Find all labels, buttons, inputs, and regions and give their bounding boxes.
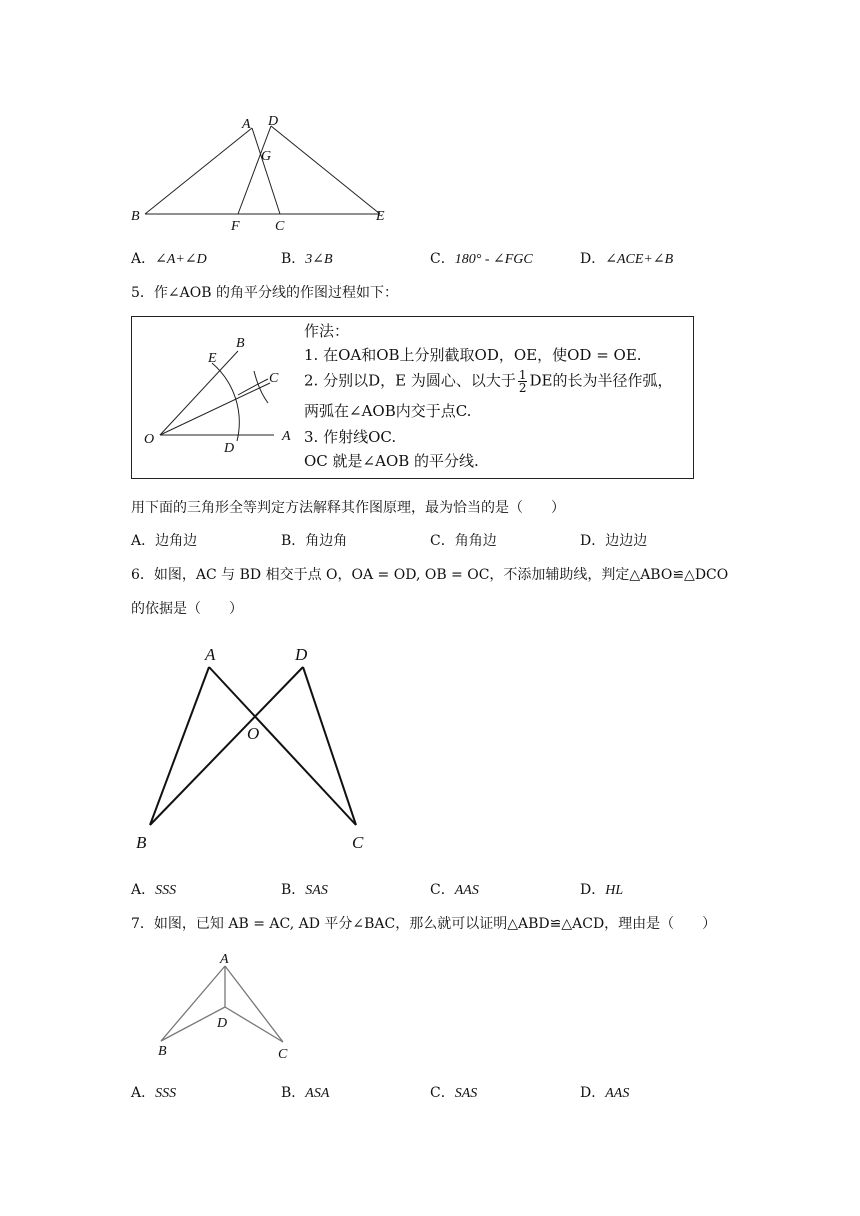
- q6-label-D: D: [295, 645, 308, 664]
- q7-option-c[interactable]: C．SAS: [430, 1085, 478, 1101]
- q5-step-1: 1. 在OA和OB上分别截取OD，OE，使OD = OE.: [304, 346, 642, 364]
- q4-segment-DE: [271, 126, 380, 214]
- q4-option-a[interactable]: A．∠A+∠D: [131, 251, 207, 267]
- q5-figure: [142, 327, 312, 467]
- q7-label-B: B: [158, 1044, 167, 1059]
- q7-segment-AC: [225, 966, 283, 1042]
- q6-label-A: A: [205, 645, 216, 664]
- q4-option-d[interactable]: D．∠ACE+∠B: [580, 251, 674, 267]
- q6-segment-AB: [150, 667, 209, 825]
- q7-segment-DB: [161, 1007, 228, 1041]
- q5-method-box: [131, 316, 694, 479]
- q5-ray-OC: [160, 383, 270, 435]
- q6-segment-DC: [303, 667, 356, 825]
- q5-question: 用下面的三角形全等判定方法解释其作图原理，最为恰当的是（ ）: [131, 500, 565, 516]
- q7-stem: 7．如图，已知 AB = AC, AD 平分∠BAC，那么就可以证明△ABD≌△ACD，理由是（ ）: [131, 916, 717, 932]
- q6-figure: [130, 640, 380, 860]
- q4-option-b[interactable]: B．3∠B: [281, 251, 333, 267]
- q6-option-b[interactable]: B．SAS: [281, 882, 328, 898]
- q5-label-E: E: [208, 351, 217, 366]
- q5-step-2-cont: 两弧在∠AOB内交于点C.: [304, 402, 472, 420]
- q5-step-3: 3. 作射线OC.: [304, 428, 397, 446]
- q7-label-C: C: [278, 1047, 288, 1062]
- q7-label-D: D: [217, 1016, 228, 1031]
- q7-figure: [150, 945, 300, 1065]
- q5-method-title: 作法：: [304, 322, 350, 340]
- q4-option-c[interactable]: C．180° - ∠FGC: [430, 251, 533, 267]
- q4-label-B: B: [131, 209, 140, 224]
- q4-label-D: D: [268, 114, 279, 129]
- q6-segment-AC: [209, 667, 356, 825]
- q5-fraction-half: $\frac{1}{2}$: [518, 368, 527, 395]
- q5-option-d[interactable]: D．边边边: [580, 533, 648, 549]
- q5-label-O: O: [144, 432, 155, 447]
- q5-stem: 5．作∠AOB 的角平分线的作图过程如下：: [131, 285, 398, 301]
- q6-option-d[interactable]: D．HL: [580, 882, 624, 898]
- q4-label-C: C: [275, 219, 285, 234]
- q5-option-b[interactable]: B．角边角: [281, 533, 348, 549]
- q7-label-A: A: [220, 952, 229, 967]
- q7-option-d[interactable]: D．AAS: [580, 1085, 630, 1101]
- q7-segment-DC: [225, 1007, 283, 1042]
- q5-step-2: 2. 分别以D，E 为圆心、以大于 $\frac{1}{2}$ DE的长为半径作弧，: [304, 368, 673, 395]
- q4-segment-BA: [145, 128, 252, 214]
- q6-option-c[interactable]: C．AAS: [430, 882, 479, 898]
- q5-option-c[interactable]: C．角角边: [430, 533, 497, 549]
- q5-label-C: C: [269, 371, 279, 386]
- q6-stem-line-1: 6．如图，AC 与 BD 相交于点 O，OA = OD, OB = OC，不添加辅助线，判定△ABO≌△DCO: [131, 567, 729, 583]
- q4-figure: [125, 108, 405, 236]
- q7-segment-AB: [161, 966, 228, 1041]
- q5-label-D: D: [224, 441, 235, 456]
- q5-label-A: A: [282, 429, 291, 444]
- q6-segment-DB: [150, 667, 303, 825]
- q4-label-E: E: [376, 209, 385, 224]
- q6-option-a[interactable]: A．SSS: [131, 882, 177, 898]
- q4-label-F: F: [231, 219, 240, 234]
- q6-label-C: C: [352, 833, 364, 852]
- q5-ray-OB: [160, 351, 238, 435]
- q4-segment-AC: [252, 128, 280, 214]
- q4-label-A: A: [242, 117, 251, 132]
- q4-label-G: G: [261, 149, 272, 164]
- q7-option-a[interactable]: A．SSS: [131, 1085, 177, 1101]
- q7-option-b[interactable]: B．ASA: [281, 1085, 330, 1101]
- q5-option-a[interactable]: A．边角边: [131, 533, 198, 549]
- q6-label-B: B: [136, 833, 147, 852]
- q6-label-O: O: [247, 724, 260, 743]
- q5-label-B: B: [236, 336, 245, 351]
- q5-conclusion: OC 就是∠AOB 的平分线.: [304, 452, 479, 470]
- q6-stem-line-2: 的依据是（ ）: [131, 601, 243, 617]
- q5-arc-from-E: [238, 379, 268, 395]
